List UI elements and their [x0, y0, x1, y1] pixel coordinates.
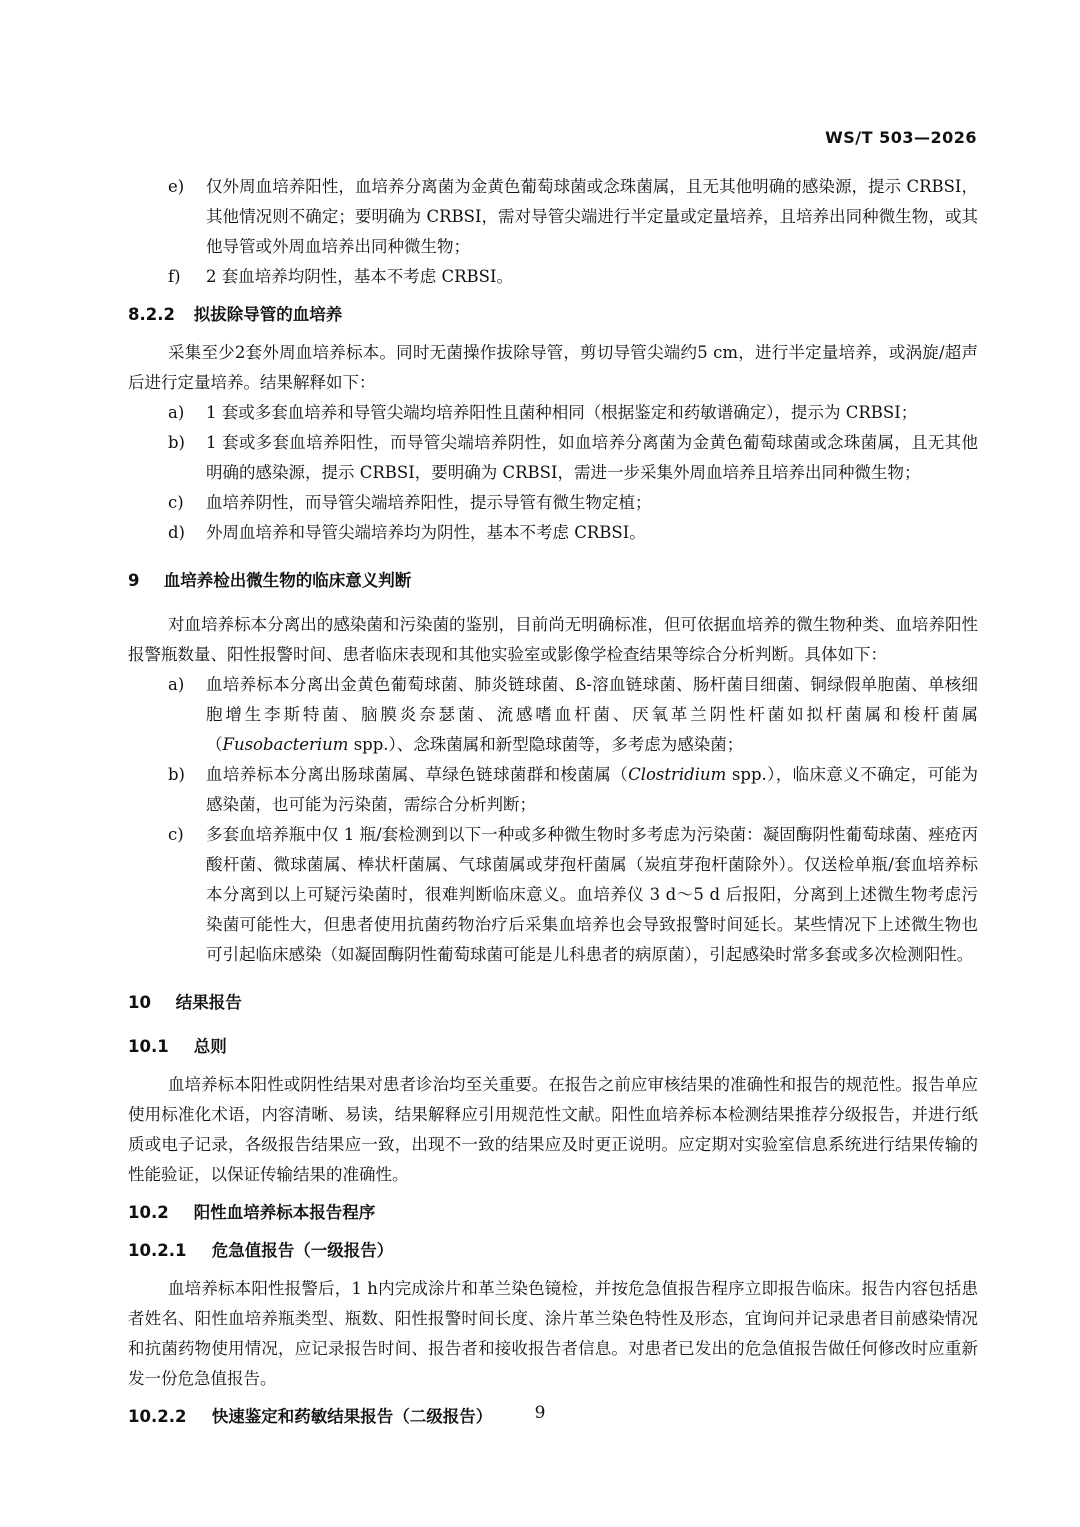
list-item-b: [128, 760, 978, 820]
paragraph: 血培养标本阳性或阴性结果对患者诊治均至关重要。在报告之前应审核结果的准确性和报告的规范性。报告单应使用标准化术语，内容清晰、易读，结果解释应引用规范性文献。阳性血培养标本检测结果推荐分级报告，并进行纸质或电子记录，各级报告结果应一致，出现不一致的结果应及时更正说明。应定期对实验室信息系统进行结果传输的性能验证，以保证传输结果的准确性。: [128, 1075, 978, 1184]
list-marker: c): [168, 825, 184, 844]
list-text: 血培养标本分离出金黄色葡萄球菌、肺炎链球菌、ß-溶血链球菌、肠杆菌目细菌、铜绿假单胞菌、单核细胞增生李斯特菌、脑膜炎奈瑟菌、流感嗜血杆菌、厌氧革兰阴性杆菌如拟杆菌属和梭杆菌属（Fusobacterium spp.）、念珠菌属和新型隐球菌等，多考虑为感染菌；: [206, 675, 978, 754]
list-marker: f): [168, 267, 181, 286]
page-body: [128, 172, 978, 1432]
list-marker: b): [168, 765, 185, 784]
list-text: 血培养标本分离出肠球菌属、草绿色链球菌群和梭菌属（Clostridium spp.），临床意义不确定，可能为感染菌，也可能为污染菌，需综合分析判断；: [206, 765, 978, 814]
list-item-f: [128, 262, 978, 292]
page-number: 9: [534, 1403, 546, 1423]
list-marker: c): [168, 493, 184, 512]
list-item-e: [128, 172, 978, 262]
section-number: 10.2: [128, 1203, 169, 1222]
paragraph: 血培养标本阳性报警后，1 h内完成涂片和革兰染色镜检，并按危急值报告程序立即报告临床。报告内容包括患者姓名、阳性血培养瓶类型、瓶数、阳性报警时间长度、涂片革兰染色特性及形态，宜询问并记录患者目前感染情况和抗菌药物使用情况，应记录报告时间、报告者和接收报告者信息。对患者已发出的危急值报告做任何修改时应重新发一份危急值报告。: [128, 1279, 978, 1388]
paragraph: 对血培养标本分离出的感染菌和污染菌的鉴别，目前尚无明确标准，但可依据血培养的微生物种类、血培养阳性报警瓶数量、阳性报警时间、患者临床表现和其他实验室或影像学检查结果等综合分析判断。具体如下：: [128, 615, 978, 664]
list-text: 多套血培养瓶中仅 1 瓶/套检测到以下一种或多种微生物时多考虑为污染菌：凝固酶阴性葡萄球菌、痤疮丙酸杆菌、微球菌属、棒状杆菌属、气球菌属或芽孢杆菌属（炭疽芽孢杆菌除外）。仅送检单瓶/套血培养标本分离到以上可疑污染菌时，很难判断临床意义。血培养仪 3 d～5 d 后报阳，分离到上述微生物考虑污染菌可能性大，但患者使用抗菌药物治疗后采集血培养也会导致报警时间延长。某些情况下上述微生物也可引起临床感染（如凝固酶阴性葡萄球菌可能是儿科患者的病原菌），引起感染时常多套或多次检测阳性。: [206, 825, 978, 964]
list-text: 1 套或多套血培养和导管尖端均培养阳性且菌种相同（根据鉴定和药敏谱确定），提示为 CRBSI；: [206, 403, 918, 422]
list-item-c: [128, 488, 978, 518]
section-number: 10: [128, 993, 151, 1012]
list-text: 2 套血培养均阴性，基本不考虑 CRBSI。: [206, 267, 513, 286]
section-heading-10-2-1: [128, 1236, 978, 1266]
section-number: 10.2.1: [128, 1241, 187, 1260]
section-heading-8-2-2: [128, 300, 978, 330]
section-number: 9: [128, 571, 140, 590]
section-title: 血培养检出微生物的临床意义判断: [163, 571, 412, 590]
genus-name: Fusobacterium: [222, 735, 349, 754]
list-marker: d): [168, 523, 185, 542]
list-text: 仅外周血培养阳性，血培养分离菌为金黄色葡萄球菌或念珠菌属，且无其他明确的感染源，提示 CRBSI，其他情况则不确定；要明确为 CRBSI，需对导管尖端进行半定量或定量培养，且培养出同种微生物，或其他导管或外周血培养出同种微生物；: [206, 177, 978, 256]
genus-name: Clostridium: [628, 765, 727, 784]
list-item-d: [128, 518, 978, 548]
section-title: 拟拔除导管的血培养: [193, 305, 343, 324]
section-title: 结果报告: [175, 993, 242, 1012]
section-number: 10.1: [128, 1037, 169, 1056]
paragraph: 采集至少2套外周血培养标本。同时无菌操作拔除导管，剪切导管尖端约5 cm，进行半定量培养，或涡旋/超声后进行定量培养。结果解释如下：: [128, 343, 978, 392]
list-text: 1 套或多套血培养阳性，而导管尖端培养阴性，如血培养分离菌为金黄色葡萄球菌或念珠菌属，且无其他明确的感染源，提示 CRBSI，要明确为 CRBSI，需进一步采集外周血培养且培养出同种微生物；: [206, 433, 978, 482]
section-heading-10-2: [128, 1198, 978, 1228]
list-marker: a): [168, 675, 185, 694]
section-title: 阳性血培养标本报告程序: [193, 1203, 376, 1222]
section-number: 8.2.2: [128, 305, 175, 324]
section-heading-9: [128, 566, 978, 596]
list-marker: e): [168, 177, 185, 196]
list-text: 血培养阴性，而导管尖端培养阳性，提示导管有微生物定植；: [206, 493, 652, 512]
section-number: 10.2.2: [128, 1407, 187, 1426]
list-item-a: [128, 670, 978, 760]
list-item-c: [128, 820, 978, 970]
section-title: 危急值报告（一级报告）: [211, 1241, 394, 1260]
list-text: 外周血培养和导管尖端培养均为阴性，基本不考虑 CRBSI。: [206, 523, 646, 542]
document-code: WS/T 503—2026: [825, 128, 977, 147]
section-heading-10-1: [128, 1032, 978, 1062]
list-marker: a): [168, 403, 185, 422]
list-marker: b): [168, 433, 185, 452]
list-item-b: [128, 428, 978, 488]
list-item-a: [128, 398, 978, 428]
section-title: 总则: [193, 1037, 227, 1056]
section-heading-10: [128, 988, 978, 1018]
section-title: 快速鉴定和药敏结果报告（二级报告）: [211, 1407, 493, 1426]
